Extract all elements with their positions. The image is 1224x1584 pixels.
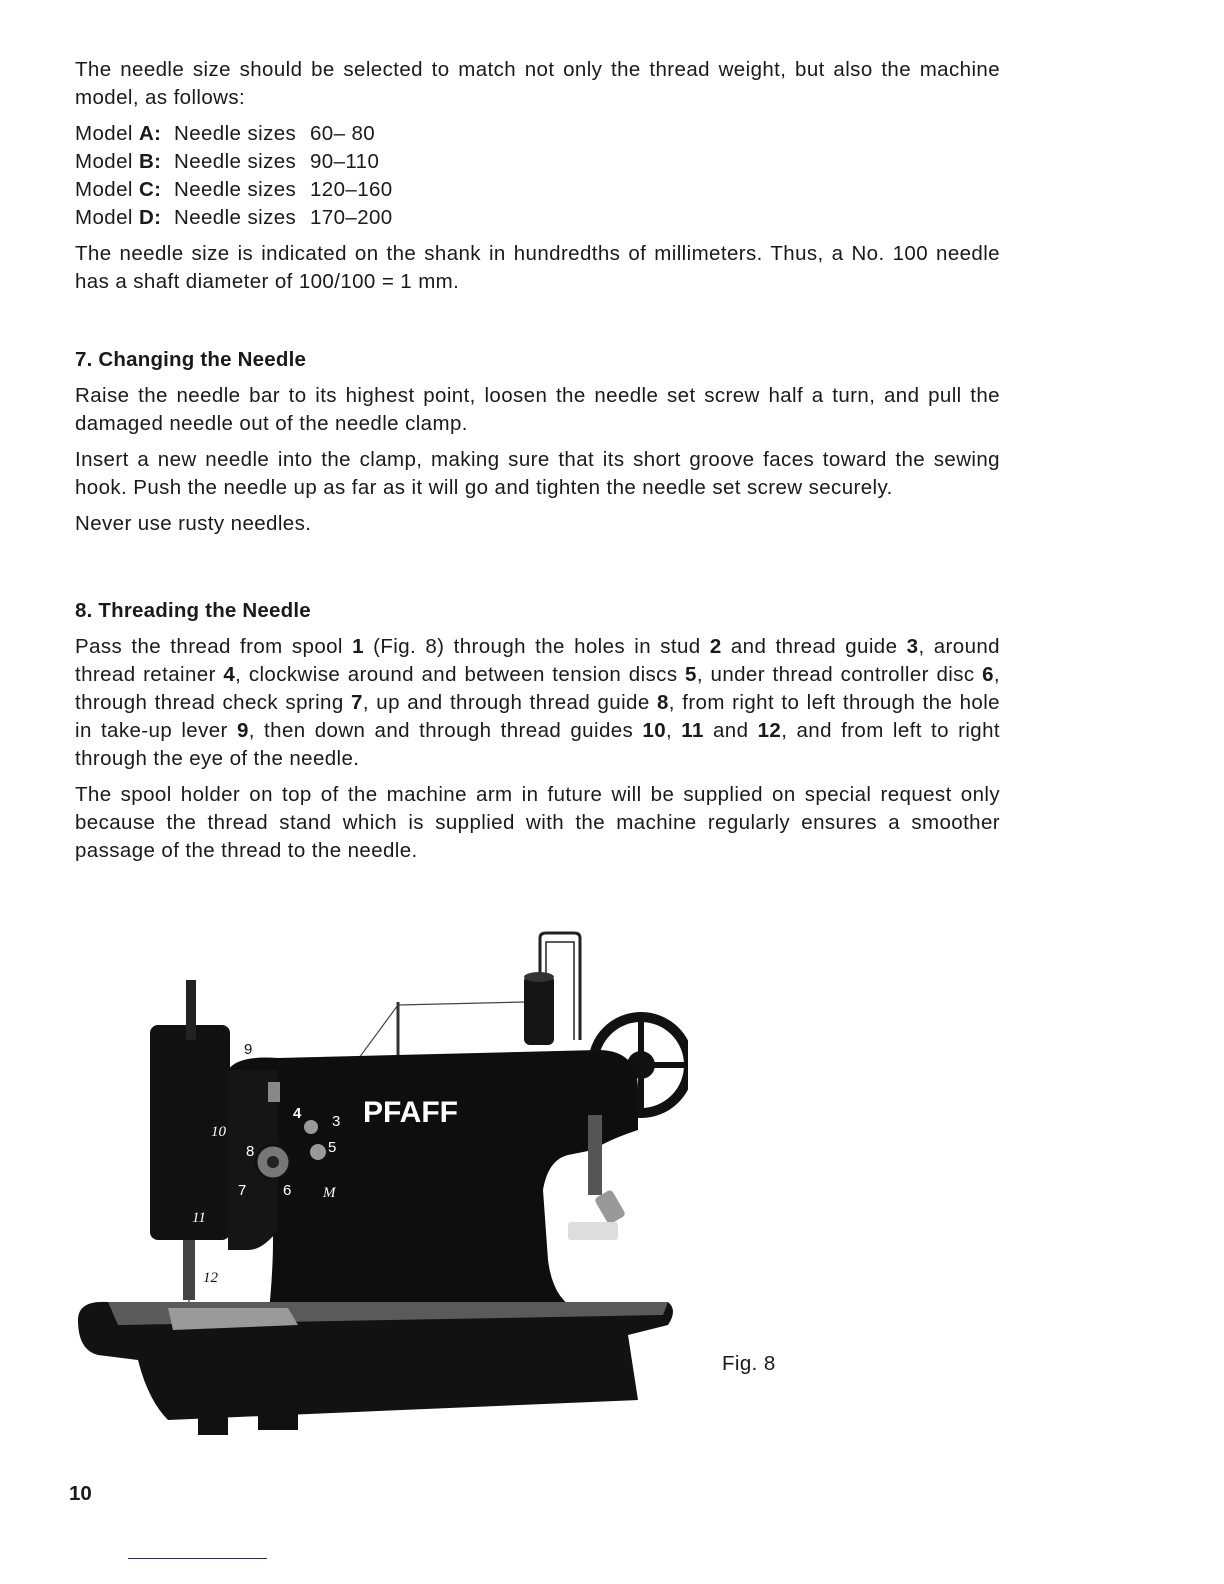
- sewing-machine-figure: [78, 930, 688, 1445]
- callout-label: 12: [203, 1270, 218, 1286]
- paragraph: The spool holder on top of the machine arm in future will be supplied on special request only because the thread stand which is supplied with the machine regularly ensures a smoother passage of the thread to the needle.: [75, 783, 1000, 862]
- callout-label: 9: [244, 1041, 253, 1058]
- text-run: , under thread controller disc: [696, 663, 983, 686]
- paragraph: Raise the needle bar to its highest point, loosen the needle set screw half a turn, and pull the damaged needle out of the needle clamp.: [75, 384, 1000, 435]
- list-item: Model D: Needle sizes 170–200: [75, 206, 393, 229]
- text-run: (Fig. 8) through the holes in stud: [363, 635, 710, 658]
- part-number: 4: [223, 663, 236, 686]
- part-number: 5: [685, 663, 697, 686]
- section-heading: 8. Threading the Needle: [75, 599, 311, 622]
- text-run: , then down and through thread guides: [248, 719, 643, 742]
- text-run: Pass the thread from spool: [75, 635, 353, 658]
- list-item: Model A: Needle sizes 60– 80: [75, 122, 376, 145]
- brand-logo: PFAFF: [363, 1096, 458, 1129]
- callout-label: M: [323, 1185, 336, 1201]
- text-run: , and from left to right through the eye of the needle.: [75, 719, 1000, 770]
- figure-caption: Fig. 8: [722, 1352, 776, 1375]
- page-number: 10: [69, 1482, 92, 1505]
- part-number: 10: [642, 719, 666, 742]
- text-run: and: [703, 719, 758, 742]
- part-number: 8: [656, 691, 669, 714]
- intro-paragraph: The needle size should be selected to match not only the thread weight, but also the machine model, as follows:: [75, 58, 1000, 109]
- paragraph: Never use rusty needles.: [75, 512, 312, 535]
- section-threading-needle: [75, 597, 1000, 865]
- section-changing-needle: [75, 346, 1000, 538]
- document-body: [75, 56, 1000, 865]
- size-note-paragraph: The needle size is indicated on the shank in hundredths of millimeters. Thus, a No. 100 needle has a shaft diameter of 100/100 = 1 mm.: [75, 242, 1000, 293]
- threading-steps-paragraph: [75, 633, 1000, 773]
- part-number: 3: [906, 635, 919, 658]
- part-number: 2: [709, 635, 722, 658]
- text-run: , around thread retainer: [75, 635, 1000, 686]
- footer-rule: [128, 1558, 267, 1559]
- paragraph: Insert a new needle into the clamp, making sure that its short groove faces toward the sewing hook. Push the needle up as far as it will go and tighten the needle set screw securely.: [75, 448, 1000, 499]
- callout-label: 4: [293, 1105, 302, 1122]
- text-run: , from right to left through the hole in take-up lever: [75, 691, 1000, 742]
- section-heading: 7. Changing the Needle: [75, 348, 307, 371]
- callout-label: 7: [238, 1182, 247, 1199]
- part-number: 12: [757, 719, 782, 742]
- text-run: , clockwise around and between tension discs: [235, 663, 686, 686]
- callout-label: 2: [408, 1019, 417, 1036]
- callout-label: 3: [332, 1113, 341, 1130]
- text-run: ,: [666, 719, 682, 742]
- list-item: Model B: Needle sizes 90–110: [75, 150, 380, 173]
- part-number: 7: [351, 691, 363, 714]
- callout-label: 11: [192, 1210, 206, 1226]
- callout-label: 5: [328, 1139, 337, 1156]
- list-item: Model C: Needle sizes 120–160: [75, 178, 393, 201]
- text-run: and thread guide: [721, 635, 907, 658]
- part-number: 1: [352, 635, 364, 658]
- callout-label: 6: [283, 1182, 292, 1199]
- model-needle-list: [75, 120, 1000, 232]
- part-number: 6: [982, 663, 994, 686]
- callout-label: 8: [246, 1143, 255, 1160]
- text-run: , up and through thread guide: [362, 691, 657, 714]
- text-run: , through thread check spring: [75, 663, 1000, 714]
- callout-label: 1: [548, 957, 556, 974]
- part-number: 11: [681, 719, 704, 742]
- callout-label: 10: [211, 1124, 226, 1140]
- part-number: 9: [236, 719, 249, 742]
